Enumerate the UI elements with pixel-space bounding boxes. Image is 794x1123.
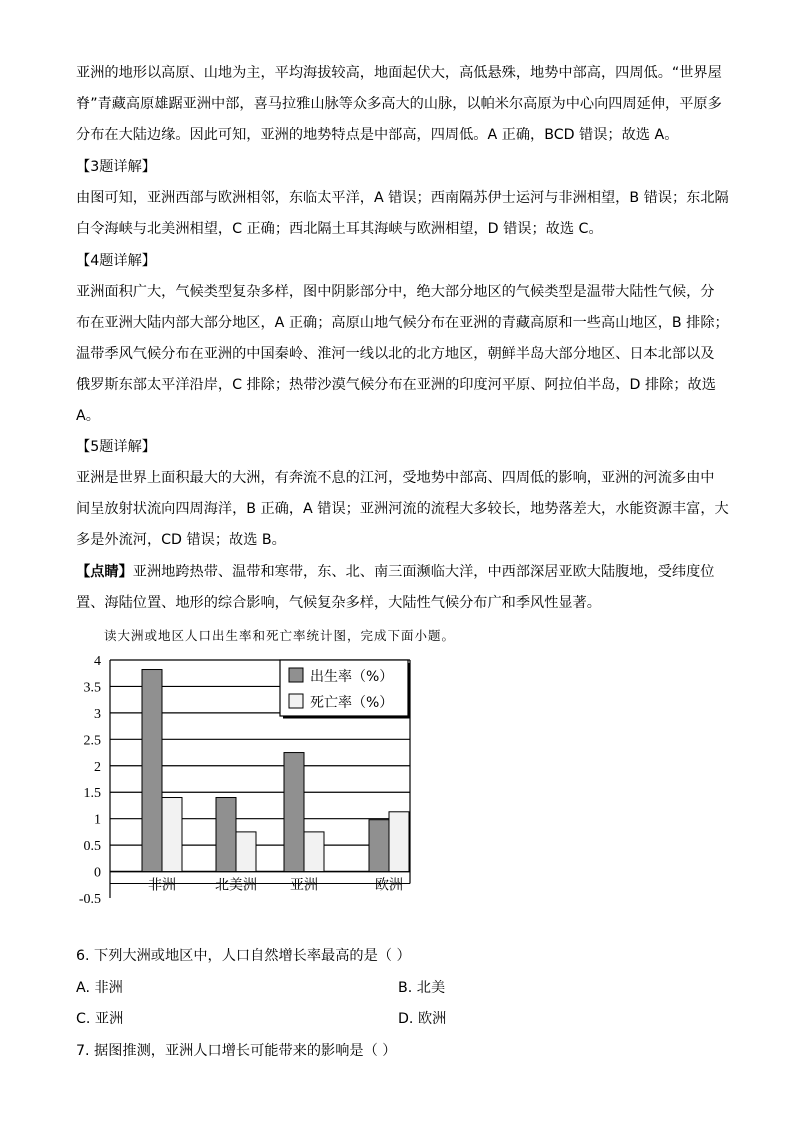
question-6: 6. 下列大洲或地区中，人口自然增长率最高的是（ ） [76, 948, 411, 964]
bar-death-rate [304, 832, 324, 872]
bar-death-rate [389, 812, 409, 872]
dianjing-paragraph [76, 557, 721, 619]
x-category-label: 非洲 [148, 877, 176, 894]
y-tick-label: 4 [94, 654, 101, 669]
y-tick-label: 2 [94, 759, 101, 775]
answer-paragraph-2 [76, 58, 721, 151]
question-7: 7. 据图推测，亚洲人口增长可能带来的影响是（ ） [76, 1043, 397, 1059]
text-line: 分布在大陆边缘。因此可知，亚洲的地势特点是中部高，四周低。A 正确，BCD 错误；故选 A。 [76, 127, 679, 143]
bar-birth-rate [284, 753, 304, 872]
text-line: 亚洲地跨热带、温带和寒带，东、北、南三面濒临大洋，中西部深居亚欧大陆腹地，受纬度位 [132, 564, 715, 580]
text-line: 亚洲是世界上面积最大的大洲，有奔流不息的江河，受地势中部高、四周低的影响，亚洲的河流多由中 [76, 470, 715, 486]
y-tick-label: 3.5 [83, 680, 101, 696]
text-line: 白令海峡与北美洲相望，C 正确；西北隔土耳其海峡与欧洲相望，D 错误；故选 C。 [76, 221, 603, 237]
text-line: 脊”青藏高原雄踞亚洲中部，喜马拉雅山脉等众多高大的山脉，以帕米尔高原为中心向四周延伸，平原多 [76, 96, 722, 112]
x-category-label: 北美洲 [215, 877, 257, 894]
y-tick-label: 1.5 [83, 786, 101, 802]
bar-death-rate [236, 832, 256, 872]
answer-paragraph-3 [76, 183, 729, 245]
text-line: A。 [76, 408, 100, 424]
text-line: 由图可知，亚洲西部与欧洲相邻，东临太平洋，A 错误；西南隔苏伊士运河与非洲相望，B 错误；东北隔 [76, 190, 729, 206]
text-line: 俄罗斯东部太平洋沿岸，C 排除；热带沙漠气候分布在亚洲的印度河平原、阿拉伯半岛，D 排除；故选 [76, 377, 716, 393]
dianjing-label: 【点睛】 [76, 564, 133, 580]
y-tick-label: 1 [94, 812, 101, 828]
text-line: 亚洲的地形以高原、山地为主，平均海拔较高，地面起伏大，高低悬殊，地势中部高，四周低。“世界屋 [76, 65, 722, 81]
text-line: 间呈放射状流向四周海洋，B 正确，A 错误；亚洲河流的流程大多较长，地势落差大，水能资源丰富，大 [76, 501, 729, 517]
legend-swatch [289, 694, 303, 708]
y-tick-label: 0.5 [83, 839, 101, 855]
text-line: 布在亚洲大陆内部大部分地区，A 正确；高原山地气候分布在亚洲的青藏高原和一些高山地区，B 排除； [76, 315, 729, 331]
bar-birth-rate [142, 670, 162, 872]
legend-swatch [289, 668, 303, 682]
text-line: 亚洲面积广大，气候类型复杂多样，图中阴影部分中，绝大部分地区的气候类型是温带大陆性气候，分 [76, 284, 715, 300]
answer-paragraph-4 [76, 277, 729, 432]
option-d[interactable]: D. 欧洲 [398, 1011, 447, 1027]
bar-birth-rate [369, 820, 389, 872]
section-heading-3: 【3题详解】 [76, 159, 156, 175]
legend-label: 出生率（%） [310, 669, 394, 685]
y-tick-label: -0.5 [78, 892, 101, 907]
y-tick-label: 0 [94, 865, 101, 881]
option-b[interactable]: B. 北美 [398, 980, 446, 996]
bar-birth-rate [216, 798, 236, 872]
answer-paragraph-5 [76, 463, 729, 556]
bar-death-rate [162, 798, 182, 872]
x-category-label: 欧洲 [375, 877, 403, 894]
legend-label: 死亡率（%） [310, 695, 394, 711]
option-c[interactable]: C. 亚洲 [76, 1011, 124, 1027]
text-line: 置、海陆位置、地形的综合影响，气候复杂多样，大陆性气候分布广和季风性显著。 [76, 595, 601, 611]
text-line: 温带季风气候分布在亚洲的中国秦岭、淮河一线以北的北方地区，朝鲜半岛大部分地区、日本北部以及 [76, 346, 715, 362]
section-heading-5: 【5题详解】 [76, 439, 156, 455]
y-tick-label: 2.5 [83, 733, 101, 749]
y-tick-label: 3 [94, 706, 101, 722]
population-rate-chart [74, 648, 419, 933]
section-heading-4: 【4题详解】 [76, 253, 156, 269]
option-a[interactable]: A. 非洲 [76, 980, 123, 996]
chart-caption: 读大洲或地区人口出生率和死亡率统计图，完成下面小题。 [104, 628, 456, 643]
text-line: 多是外流河，CD 错误；故选 B。 [76, 532, 286, 548]
x-category-label: 亚洲 [290, 877, 318, 894]
